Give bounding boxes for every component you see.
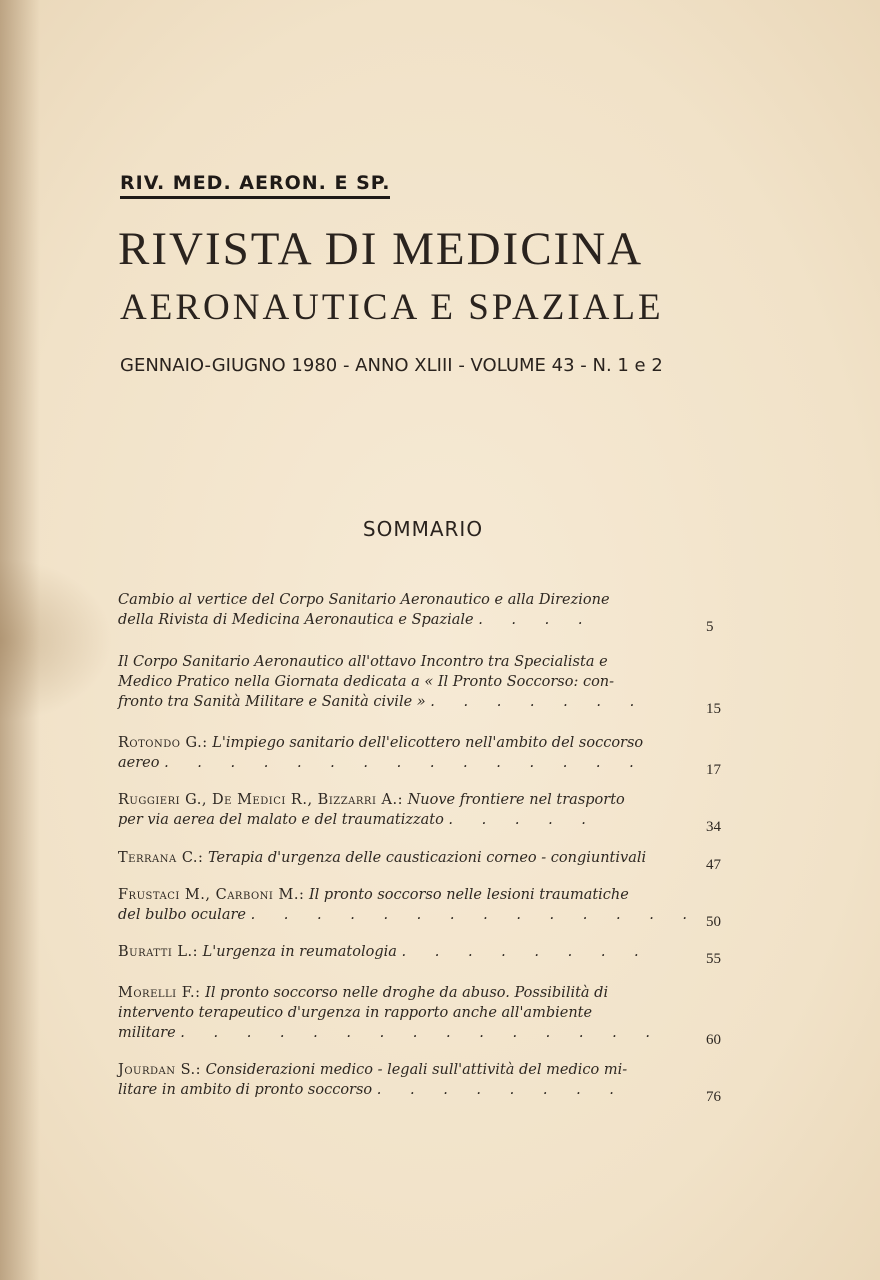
toc-entry-line: Cambio al vertice del Corpo Sanitario Aeronautico e alla Direzione	[118, 592, 610, 608]
toc-dots: . . . . .	[448, 812, 598, 828]
toc-dots: . . . . . . . .	[376, 1082, 626, 1098]
toc-dots: . . . . . . . . . . . . . .	[250, 907, 700, 923]
toc-author: Terrana C.:	[118, 850, 204, 866]
toc-dots: . . . . . . .	[430, 694, 647, 710]
toc-author: Jourdan S.:	[118, 1062, 201, 1078]
toc-entry-line: L'impiego sanitario dell'elicottero nell'ambito del soccorso	[212, 735, 644, 751]
toc-author: Frustaci M., Carboni M.:	[118, 887, 305, 903]
page-binding-shadow	[0, 0, 40, 1280]
toc-entry[interactable]	[118, 885, 721, 930]
toc-entry[interactable]	[118, 590, 714, 635]
toc-entry-line: Nuove frontiere nel trasporto	[407, 792, 625, 808]
toc-entry-line: Medico Pratico nella Giornata dedicata a « Il Pronto Soccorso: con-	[118, 674, 615, 690]
toc-entry-line: Considerazioni medico - legali sull'attività del medico mi-	[205, 1062, 628, 1078]
toc-entry-line: del bulbo oculare	[118, 907, 246, 923]
toc-dots: . . . . . . . . . . . . . . .	[180, 1025, 662, 1041]
toc-page-number: 17	[706, 762, 721, 778]
toc-entry-line: L'urgenza in reumatologia	[202, 944, 397, 960]
toc-entry-line: militare	[118, 1025, 176, 1041]
toc-entry-line: intervento terapeutico d'urgenza in rapporto anche all'ambiente	[118, 1005, 593, 1021]
toc-page-number: 47	[706, 857, 721, 873]
toc-entry-line: della Rivista di Medicina Aeronautica e Spaziale	[118, 612, 474, 628]
toc-author: Ruggieri G., De Medici R., Bizzarri A.:	[118, 792, 403, 808]
toc-page-number: 34	[706, 819, 721, 835]
toc-author: Morelli F.:	[118, 985, 201, 1001]
toc-entry[interactable]	[118, 1060, 721, 1105]
toc-dots: . . . .	[478, 612, 595, 628]
toc-entry-line: Il pronto soccorso nelle lesioni traumatiche	[308, 887, 629, 903]
toc-page-number: 60	[706, 1032, 721, 1048]
toc-entry-line: Il pronto soccorso nelle droghe da abuso. Possibilità di	[205, 985, 609, 1001]
toc-entry-line: fronto tra Sanità Militare e Sanità civile »	[118, 694, 426, 710]
toc-dots: . . . . . . . .	[401, 944, 651, 960]
toc-page-number: 76	[706, 1089, 721, 1105]
toc-entry[interactable]	[118, 790, 721, 835]
toc-entry-line: per via aerea del malato e del traumatizzato	[118, 812, 444, 828]
toc-entry[interactable]	[118, 983, 721, 1048]
toc-page-number: 15	[706, 701, 721, 717]
toc-page-number: 50	[706, 914, 721, 930]
journal-title-line1: RIVISTA DI MEDICINA	[118, 223, 644, 275]
journal-title-line2: AERONAUTICA E SPAZIALE	[120, 287, 664, 328]
issue-info: GENNAIO-GIUGNO 1980 - ANNO XLIII - VOLUME 43 - N. 1 e 2	[120, 355, 663, 376]
toc-author: Rotondo G.:	[118, 735, 208, 751]
toc-entry-line: litare in ambito di pronto soccorso	[118, 1082, 373, 1098]
toc-entry[interactable]	[118, 733, 721, 778]
toc-author: Buratti L.:	[118, 944, 198, 960]
toc-entry[interactable]	[118, 652, 721, 717]
toc-entry-line: Il Corpo Sanitario Aeronautico all'ottavo Incontro tra Specialista e	[118, 654, 608, 670]
toc-dots: . . . . . . . . . . . . . . .	[164, 755, 646, 771]
toc-entry[interactable]	[118, 848, 721, 873]
toc-heading: SOMMARIO	[362, 517, 484, 541]
toc-entry-line: Terapia d'urgenza delle causticazioni corneo - congiuntivali	[208, 850, 647, 866]
toc-page-number: 5	[706, 619, 714, 635]
toc-entry-line: aereo	[118, 755, 160, 771]
journal-abbreviation: RIV. MED. AERON. E SP.	[120, 172, 390, 199]
toc-entry[interactable]	[118, 942, 721, 967]
toc-page-number: 55	[706, 951, 721, 967]
